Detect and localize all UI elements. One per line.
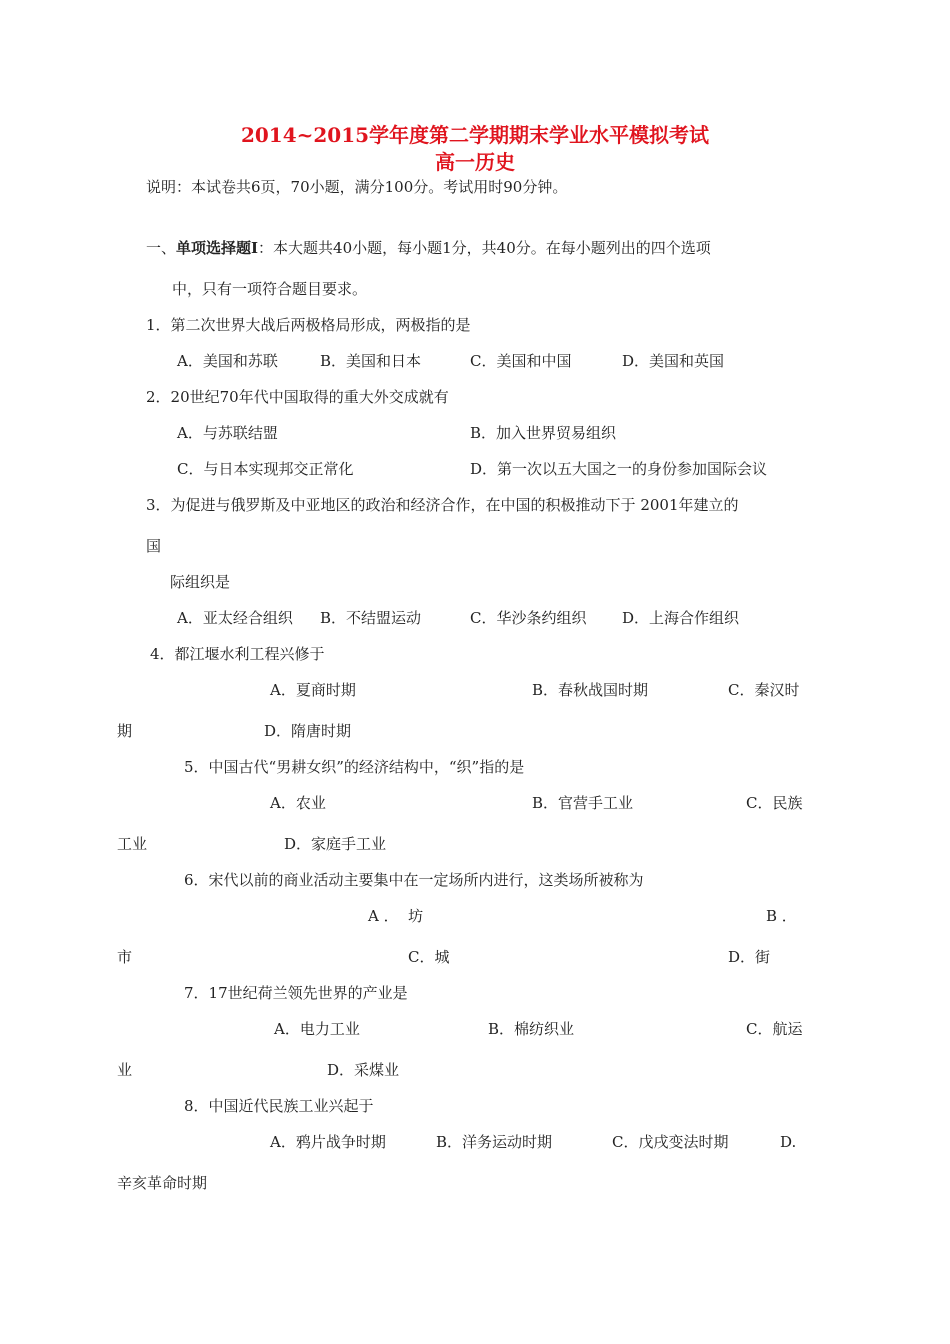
question-stem: 5．中国古代“男耕女织”的经济结构中，“织”指的是 — [184, 758, 525, 776]
option-a: A．鸦片战争时期 — [270, 1133, 386, 1151]
option-b: B．官营手工业 — [532, 794, 634, 812]
question-stem-wrap: 国 — [146, 537, 162, 555]
option-d: D．采煤业 — [327, 1061, 400, 1079]
option-c: C．与日本实现邦交正常化 — [177, 460, 354, 478]
question-stem: 1．第二次世界大战后两极格局形成，两极指的是 — [146, 316, 471, 334]
question-stem: 6．宋代以前的商业活动主要集中在一定场所内进行，这类场所被称为 — [184, 871, 644, 889]
section-prefix: 一、 — [146, 239, 177, 257]
option-c: C．华沙条约组织 — [470, 609, 587, 627]
question-stem: 7．17世纪荷兰领先世界的产业是 — [184, 984, 408, 1002]
option-c: C．民族 — [746, 794, 803, 812]
option-c: C．美国和中国 — [470, 352, 572, 370]
option-b: B ． — [766, 907, 797, 925]
option-d: D．家庭手工业 — [284, 835, 387, 853]
option-c: C．戊戌变法时期 — [612, 1133, 729, 1151]
option-a: A．农业 — [270, 794, 326, 812]
option-b: B．春秋战国时期 — [532, 681, 649, 699]
question-stem: 8．中国近代民族工业兴起于 — [184, 1097, 374, 1115]
option-a: A．夏商时期 — [270, 681, 356, 699]
section-name: 单项选择题Ⅰ — [176, 239, 259, 257]
option-b: B．加入世界贸易组织 — [470, 424, 617, 442]
option-d: D．上海合作组织 — [622, 609, 740, 627]
exam-note: 说明：本试卷共6页，70小题，满分100分。考试用时90分钟。 — [146, 178, 568, 196]
section-desc: ：本大题共40小题，每小题1分，共40分。在每小题列出的四个选项 — [258, 239, 711, 257]
option-d: D．隋唐时期 — [264, 722, 352, 740]
option-b: B．美国和日本 — [320, 352, 422, 370]
option-d: D．第一次以五大国之一的身份参加国际会议 — [470, 460, 768, 478]
option-c-wrap: 业 — [117, 1061, 133, 1079]
option-a: A．亚太经合组织 — [177, 609, 293, 627]
option-c: C．城 — [408, 948, 450, 966]
section-heading — [146, 238, 711, 258]
option-a: A．与苏联结盟 — [177, 424, 278, 442]
section-desc-continued: 中，只有一项符合题目要求。 — [172, 280, 368, 298]
option-c: C．秦汉时 — [728, 681, 800, 699]
option-b: B．棉纺织业 — [488, 1020, 575, 1038]
exam-subtitle: 高一历史 — [435, 150, 515, 174]
option-d: D．街 — [728, 948, 771, 966]
option-c: C．航运 — [746, 1020, 803, 1038]
option-b-wrap: 市 — [117, 948, 133, 966]
option-d: D. — [780, 1133, 797, 1151]
exam-title: 2014~2015学年度第二学期期末学业水平模拟考试 — [240, 123, 710, 147]
question-stem: 3．为促进与俄罗斯及中亚地区的政治和经济合作，在中国的积极推动下于 2001年建立的 — [146, 496, 739, 514]
question-stem: 4．都江堰水利工程兴修于 — [150, 645, 325, 663]
option-b: B．洋务运动时期 — [436, 1133, 553, 1151]
question-stem-continued: 际组织是 — [170, 573, 231, 591]
question-stem: 2．20世纪70年代中国取得的重大外交成就有 — [146, 388, 449, 406]
option-d-wrap: 辛亥革命时期 — [117, 1174, 208, 1192]
option-d: D．美国和英国 — [622, 352, 725, 370]
option-a: A．美国和苏联 — [177, 352, 278, 370]
option-a: A．电力工业 — [274, 1020, 360, 1038]
option-a: A ． 坊 — [368, 907, 424, 925]
option-c-wrap: 工业 — [117, 835, 148, 853]
option-b: B．不结盟运动 — [320, 609, 422, 627]
option-c-wrap: 期 — [117, 722, 133, 740]
